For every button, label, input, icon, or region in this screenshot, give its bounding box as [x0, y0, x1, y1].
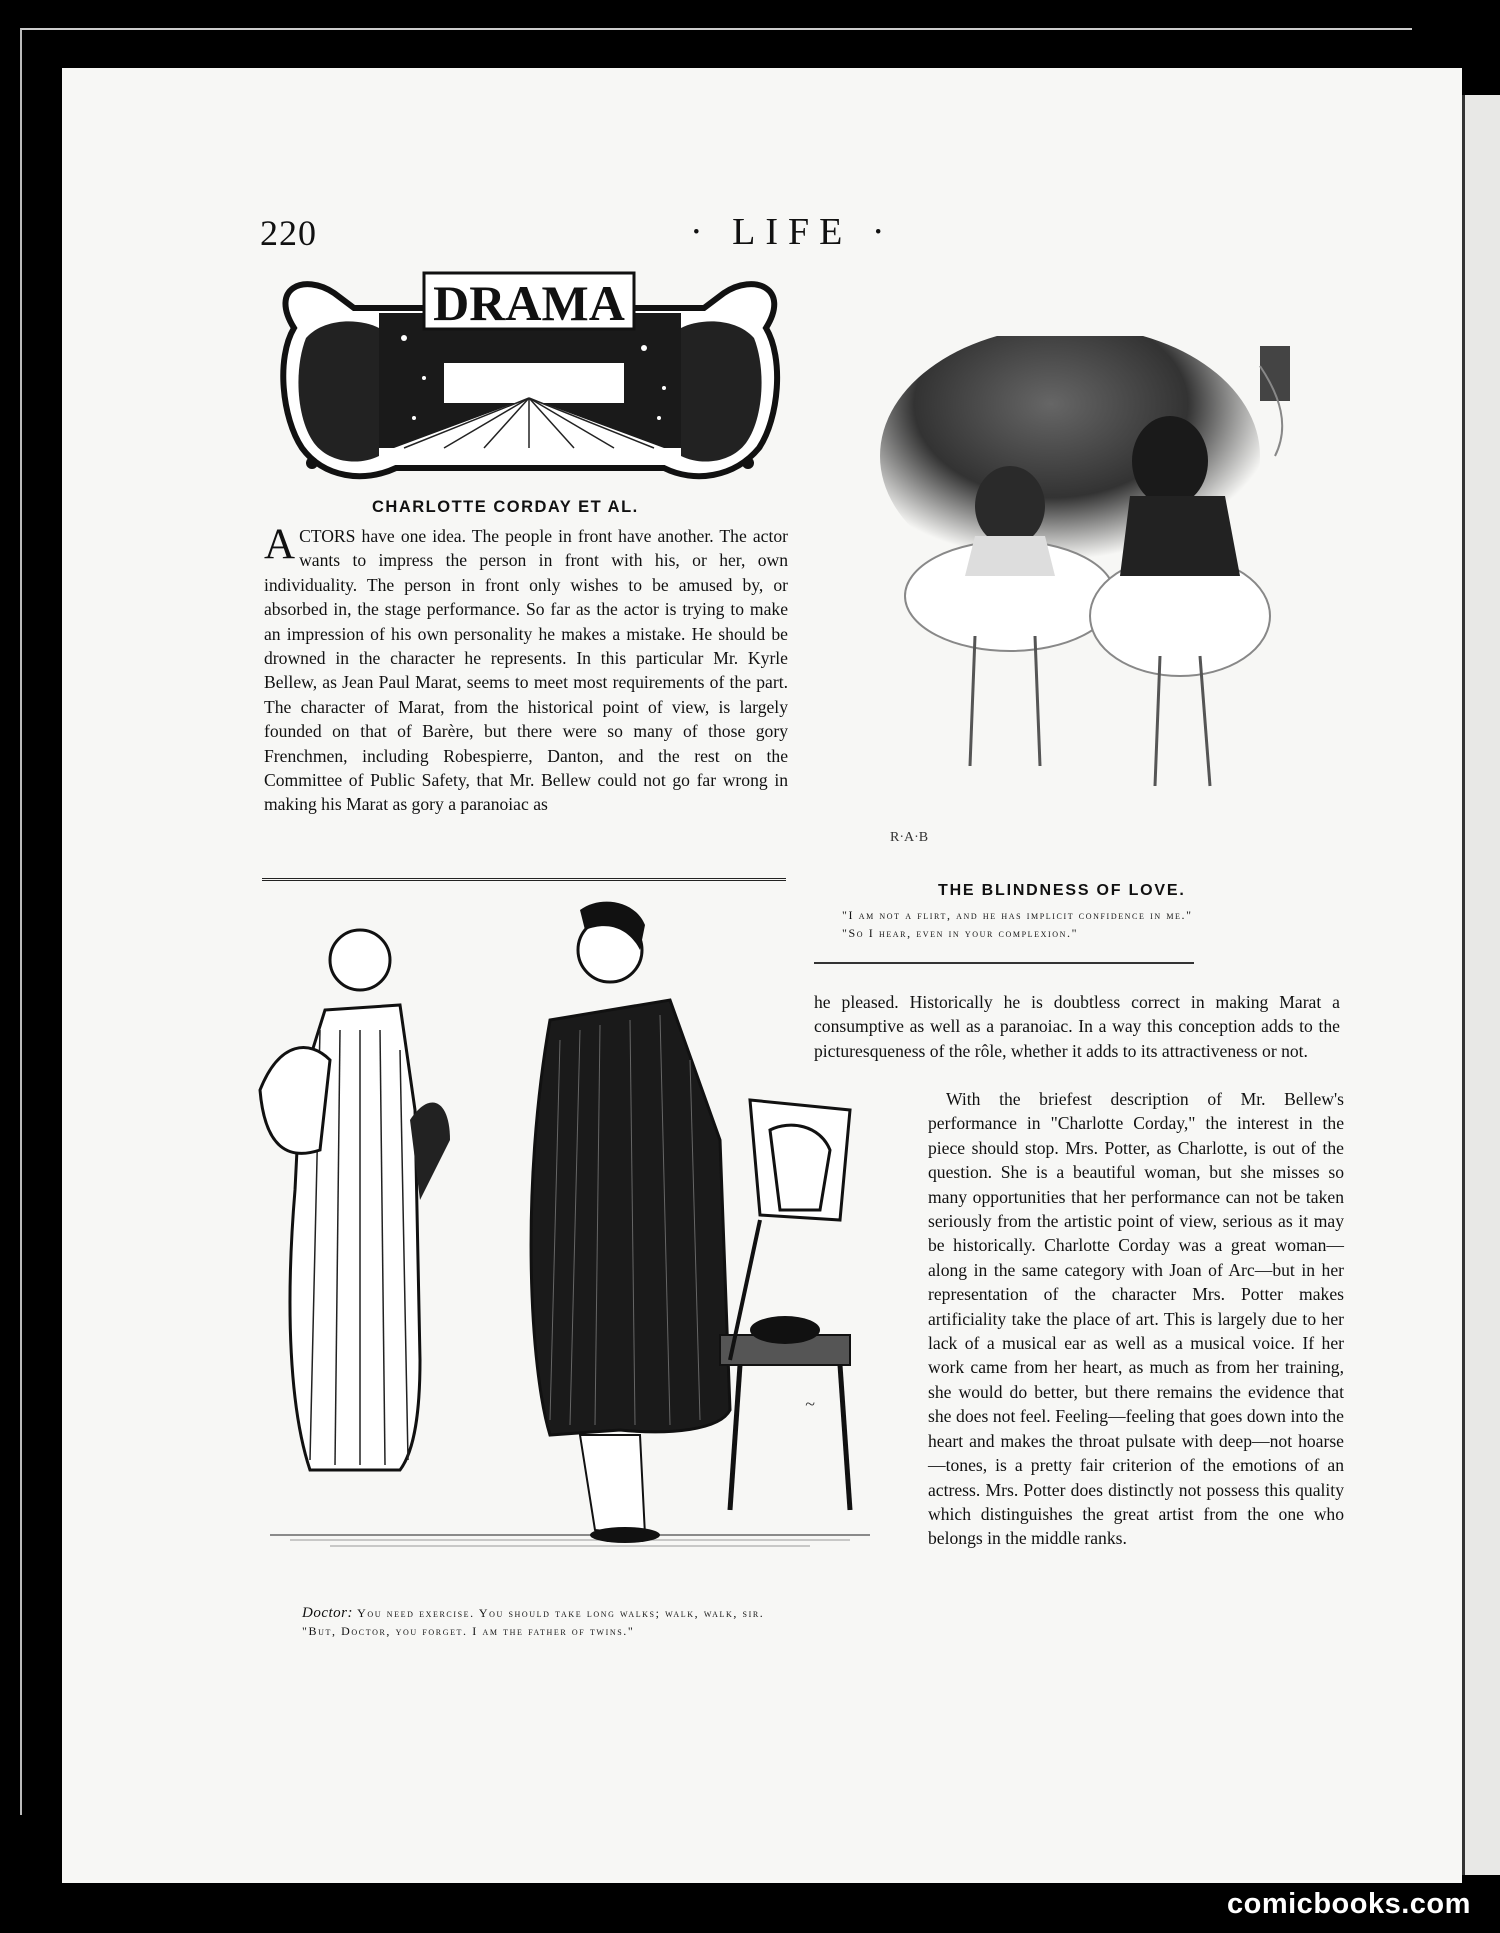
article-column-1	[264, 521, 788, 817]
dancers-illustration	[880, 336, 1300, 856]
artist-signature-rab: R·A·B	[890, 830, 929, 845]
doctor-caption-line-2: "But, Doctor, you forget. I am the father of twins."	[302, 1624, 635, 1638]
dancers-caption-line-1: "I am not a flirt, and he has implicit confidence in me."	[842, 908, 1193, 922]
artist-signature: ~	[805, 1394, 815, 1414]
banner-title: DRAMA	[433, 275, 625, 331]
doctor-caption	[262, 1604, 902, 1640]
masthead: · LIFE ·	[690, 211, 895, 253]
doctor-caption-line-1	[262, 1604, 902, 1622]
article-paragraph-2: With the briefest description of Mr. Bellew's performance in "Charlotte Corday," the interest in the piece should stop. Mrs. Potter, as Charlotte, is out of the question. She is a beautiful woman, but she misses so many opportunities that her performance can not be taken seriously from the artistic point of view, serious as it may be historically. Charlotte Corday was a great woman—along in the same category with Joan of Arc—but in her representation of the character Mrs. Potter makes artificiality take the place of art. This is largely due to her lack of a musical ear as well as a musical voice. If her work came from her heart, as much as from her training, she would do better, but there remains the evidence that she does not feel. Feeling—feeling that goes down into the heart and makes the throat pulsate with deep—not hoarse—tones, is a pretty fair criterion of the emotions of an actress. Mrs. Potter does distinctly not possess this quality which distinguishes the great artist from the one who belongs in the middle ranks.	[928, 1089, 1344, 1549]
doctor-caption-speech: You need exercise. You should take long walks; walk, walk, sir.	[357, 1606, 765, 1620]
doctor-caption-speaker: Doctor:	[302, 1605, 353, 1621]
page-number: 220	[260, 213, 317, 253]
dancers-caption-line-2: "So I hear, even in your complexion."	[842, 926, 1079, 940]
article-column-2	[928, 1087, 1344, 1551]
facing-page-edge	[1462, 95, 1500, 1875]
article-paragraph-1: CTORS have one idea. The people in front have another. The actor wants to impress the person in front with his, or her, own individuality. The person in front only wishes to be amused by, or absorbed in, the stage performance. So far as the actor is trying to make an impression of his own personality he makes a mistake. He should be drowned in the character he represents. In this particular Mr. Kyrle Bellew, as Jean Paul Marat, seems to meet most requirements of the part. The character of Marat, from the historical point of view, is largely founded on that of Barère, but there were so many of those gory Frenchmen, including Robespierre, Danton, and the rest on the Committee of Public Safety, that Mr. Bellew could not go far wrong in making his Marat as gory a paranoiac as	[264, 526, 788, 815]
drop-cap: A	[264, 521, 296, 568]
column-divider-rule	[262, 878, 786, 881]
dancers-caption-title: THE BLINDNESS OF LOVE.	[938, 882, 1186, 899]
article-paragraph-1-continued: he pleased. Historically he is doubtless correct in making Marat a consumptive as well as a paranoiac. In a way this conception adds to the picturesqueness of the rôle, whether it adds to its attractiveness or not.	[814, 992, 1340, 1061]
drama-banner-illustration	[264, 268, 796, 490]
watermark: comicbooks.com	[1227, 1888, 1471, 1920]
doctor-patient-illustration	[250, 890, 910, 1580]
article-headline: CHARLOTTE CORDAY ET AL.	[372, 498, 639, 516]
